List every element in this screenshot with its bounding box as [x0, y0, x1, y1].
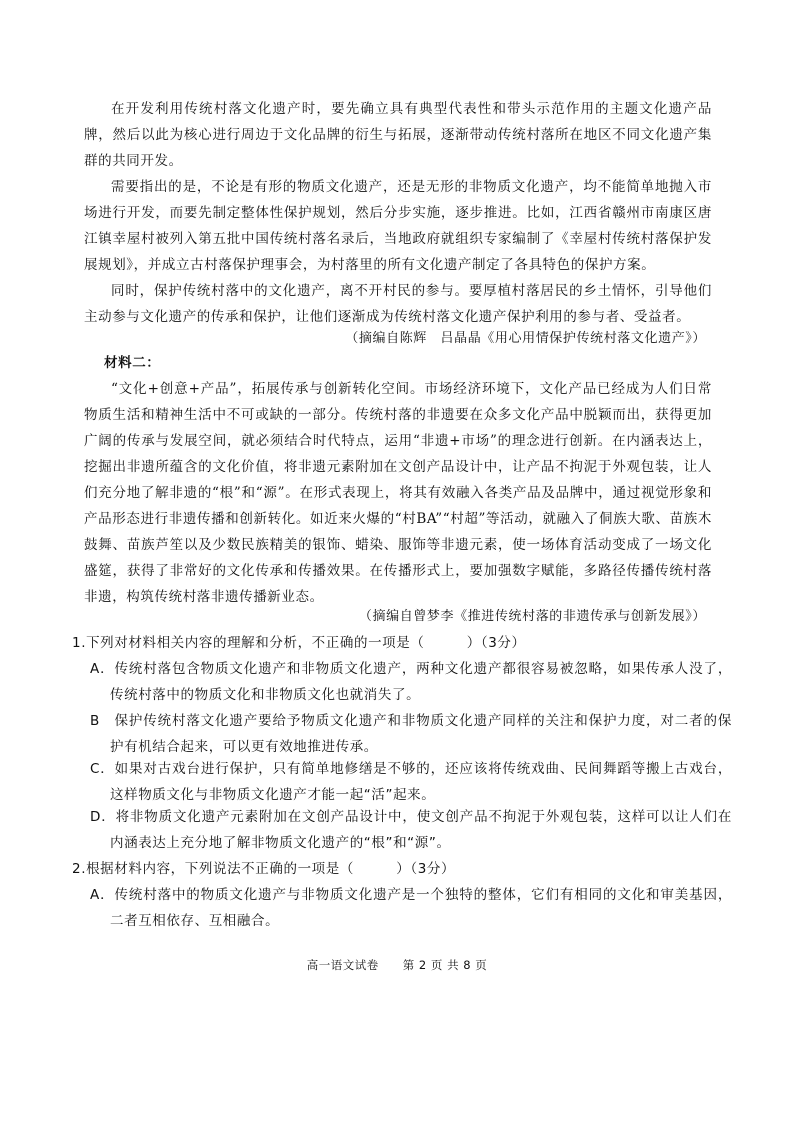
question-1-option-a: A．传统村落包含物质文化遗产和非物质文化遗产，两种文化遗产都很容易被忽略，如果传承人没了，传统村落中的物质文化和非物质文化也就消失了。	[90, 661, 732, 703]
material-two-paragraph: “文化+创意+产品”，拓展传承与创新转化空间。市场经济环境下，文化产品已经成为人们日常物质生活和精神生活中不可或缺的一部分。传统村落的非遗要在众多文化产品中脱颖而出，获得更加广阔的传承与发展空间，就必须结合时代特点，运用“非遗+市场”的理念进行创新。在内涵表达上，挖掘出非遗所蕴含的文化价值，将非遗元素附加在文创产品设计中，让产品不拘泥于外观包装，让人们充分地了解非遗的“根”和“源”。在形式表现上，将其有效融入各类产品及品牌中，通过视觉形象和产品形态进行非遗传播和创新转化。如近来火爆的“村BA”“村超”等活动，就融入了侗族大歌、苗族木鼓舞、苗族芦笙以及少数民族精美的银饰、蜡染、服饰等非遗元素，使一场体育活动变成了一场文化盛筵，获得了非常好的文化传承和传播效果。在传播形式上，要加强数字赋能，多路径传播传统村落非遗，构筑传统村落非遗传播新业态。	[84, 381, 712, 605]
question-1-option-d: D．将非物质文化遗产元素附加在文创产品设计中，使文创产品不拘泥于外观包装，这样可以让人们在内涵表达上充分地了解非物质文化遗产的“根”和“源”。	[90, 809, 732, 851]
question-1-stem: 1.下列对材料相关内容的理解和分析，不正确的一项是（ ）（3分）	[72, 635, 526, 651]
question-1-option-b: B 保护传统村落文化遗产要给予物质文化遗产和非物质文化遗产同样的关注和保护力度，对二者的保护有机结合起来，可以更有效地推进传承。	[90, 713, 732, 755]
page-footer: 高一语文试卷 第 2 页 共 8 页	[306, 958, 488, 972]
question-2-option-a: A．传统村落中的物质文化遗产与非物质文化遗产是一个独特的整体，它们有相同的文化和审美基因，二者互相依存、互相融合。	[90, 887, 732, 929]
material-two-heading: 材料二：	[104, 355, 161, 371]
question-2-stem: 2.根据材料内容，下列说法不正确的一项是（ ）（3分）	[72, 861, 456, 877]
material-one-paragraph-2: 需要指出的是，不论是有形的物质文化遗产，还是无形的非物质文化遗产，均不能简单地抛入市场进行开发，而要先制定整体性保护规划，然后分步实施，逐步推进。比如，江西省赣州市南康区唐江镇幸屋村被列入第五批中国传统村落名录后，当地政府就组织专家编制了《幸屋村传统村落保护发展规划》，并成立古村落保护理事会，为村落里的所有文化遗产制定了各具特色的保护方案。	[84, 179, 712, 273]
question-1-option-c: C．如果对古戏台进行保护，只有简单地修缮是不够的，还应该将传统戏曲、民间舞蹈等搬上古戏台，这样物质文化与非物质文化遗产才能一起“活”起来。	[90, 761, 732, 803]
material-one-paragraph-3: 同时，保护传统村落中的文化遗产，离不开村民的参与。要厚植村落居民的乡土情怀，引导他们主动参与文化遗产的传承和保护，让他们逐渐成为传统村落文化遗产保护利用的参与者、受益者。	[84, 283, 712, 325]
material-one-source: （摘编自陈辉 吕晶晶《用心用情保护传统村落文化遗产》）	[345, 331, 706, 346]
material-one-paragraph-1: 在开发利用传统村落文化遗产时，要先确立具有典型代表性和带头示范作用的主题文化遗产品牌，然后以此为核心进行周边于文化品牌的衍生与拓展，逐渐带动传统村落所在地区不同文化遗产集群的共同开发。	[84, 101, 712, 169]
material-two-source: （摘编自曾梦李《推进传统村落的非遗传承与创新发展》）	[358, 609, 706, 624]
